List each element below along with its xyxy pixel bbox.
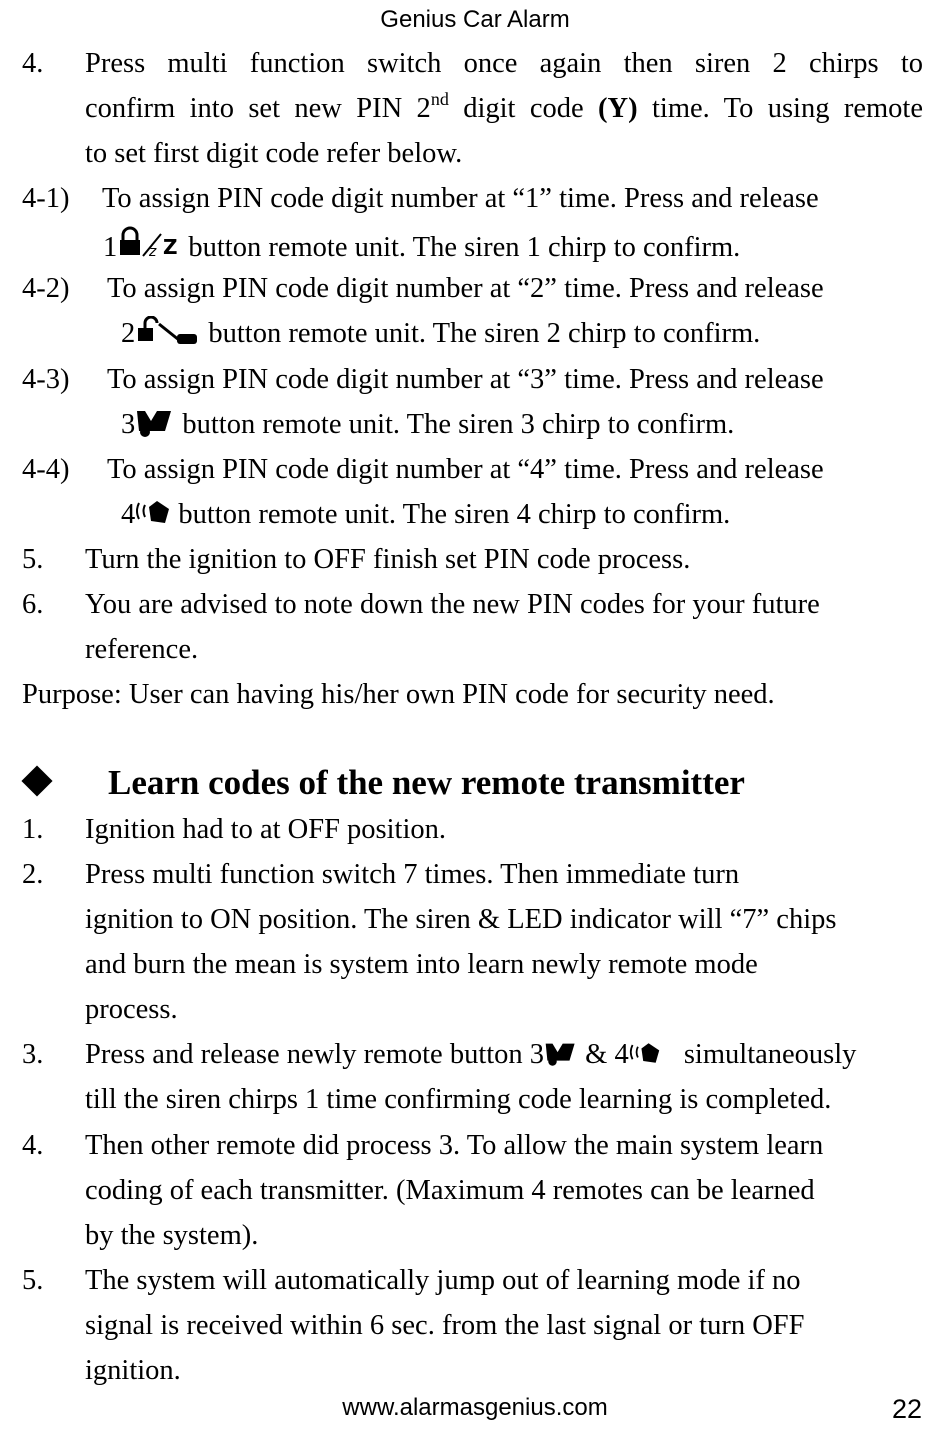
paragraph-line: You are advised to note down the new PIN codes for your future <box>85 589 820 620</box>
item-number: 3. <box>22 1039 44 1070</box>
paragraph-line: 3 button remote unit. The siren 3 chirp to confirm. <box>121 407 734 447</box>
purpose-text: Purpose: User can having his/her own PIN code for security need. <box>22 679 775 710</box>
diamond-bullet-icon <box>21 765 52 796</box>
sub-item-number: 4-4) <box>22 454 70 485</box>
lock-sleep-icon <box>117 226 181 270</box>
section-heading: Learn codes of the new remote transmitter <box>108 763 745 802</box>
paragraph-line: process. <box>85 994 178 1025</box>
paragraph-line: The system will automatically jump out of learning mode if no <box>85 1265 801 1296</box>
paragraph-line: ignition. <box>85 1355 181 1386</box>
car-trunk-icon <box>135 407 175 447</box>
item-number: 5. <box>22 1265 44 1296</box>
sub-item-number: 4-1) <box>22 183 70 214</box>
paragraph-line: To assign PIN code digit number at “4” time. Press and release <box>107 454 824 485</box>
speaker-siren-icon <box>135 497 171 537</box>
paragraph-line: To assign PIN code digit number at “1” time. Press and release <box>102 183 819 214</box>
item-number: 2. <box>22 859 44 890</box>
paragraph-line: till the siren chirps 1 time confirming code learning is completed. <box>85 1084 832 1115</box>
car-trunk-icon <box>544 1039 578 1077</box>
paragraph-line: signal is received within 6 sec. from the last signal or turn OFF <box>85 1310 805 1341</box>
svg-text:z: z <box>149 244 157 260</box>
paragraph-line: by the system). <box>85 1220 259 1251</box>
item-number: 6. <box>22 589 44 620</box>
paragraph-line: Press multi function switch 7 times. Then immediate turn <box>85 859 740 890</box>
paragraph-line: Ignition had to at OFF position. <box>85 814 447 845</box>
paragraph-line: ignition to ON position. The siren & LED indicator will “7” chips <box>85 904 837 935</box>
item-number: 1. <box>22 814 44 845</box>
paragraph-line: Press and release newly remote button 3 & 4 simultaneously <box>85 1037 856 1077</box>
paragraph-line: 2 button remote unit. The siren 2 chirp to confirm. <box>121 316 760 356</box>
sub-item-number: 4-3) <box>22 364 70 395</box>
paragraph-line: and burn the mean is system into learn newly remote mode <box>85 949 758 980</box>
paragraph-line: To assign PIN code digit number at “2” time. Press and release <box>107 273 824 304</box>
unlock-key-icon <box>135 316 201 356</box>
paragraph-line: 4 button remote unit. The siren 4 chirp to confirm. <box>121 497 730 537</box>
paragraph-line: 1 z Z button remote unit. The siren 1 chirp to confirm. <box>103 226 740 270</box>
speaker-siren-icon <box>629 1039 661 1077</box>
item-number: 4. <box>22 48 44 79</box>
paragraph-line: Then other remote did process 3. To allow the main system learn <box>85 1130 824 1161</box>
paragraph-line: confirm into set new PIN 2nd digit code (Y) time. To using remote <box>85 89 923 124</box>
item-number: 5. <box>22 544 44 575</box>
svg-text:Z: Z <box>163 235 178 259</box>
paragraph-line: Turn the ignition to OFF finish set PIN code process. <box>85 544 691 575</box>
paragraph-line: to set first digit code refer below. <box>85 138 463 169</box>
page-number: 22 <box>891 1394 922 1424</box>
sub-item-number: 4-2) <box>22 273 70 304</box>
paragraph-line: To assign PIN code digit number at “3” time. Press and release <box>107 364 824 395</box>
paragraph-line: Press multi function switch once again then siren 2 chirps to <box>85 48 923 79</box>
paragraph-line: reference. <box>85 634 199 665</box>
item-number: 4. <box>22 1130 44 1161</box>
paragraph-line: coding of each transmitter. (Maximum 4 remotes can be learned <box>85 1175 815 1206</box>
footer-url[interactable]: www.alarmasgenius.com <box>342 1394 608 1421</box>
page-header: Genius Car Alarm <box>380 6 570 33</box>
